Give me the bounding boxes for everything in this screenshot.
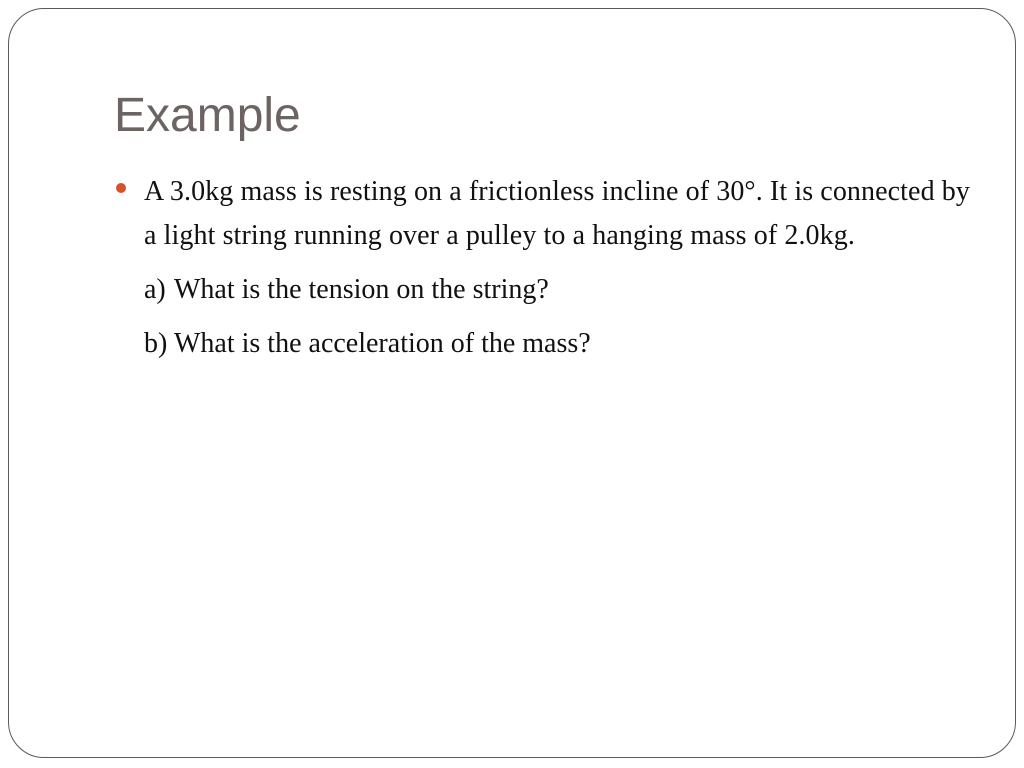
sub-item-b-text: What is the acceleration of the mass? xyxy=(174,328,591,359)
sub-item-a-letter: a) xyxy=(144,274,166,305)
bullet-content xyxy=(144,170,974,366)
sub-item-b xyxy=(144,322,974,366)
sub-item-a xyxy=(144,268,974,312)
slide-title: Example xyxy=(114,89,301,142)
bullet-text: A 3.0kg mass is resting on a frictionless incline of 30°. It is connected by a light string running over a pulley to a hanging mass of 2.0kg. xyxy=(144,176,970,251)
sub-item-b-letter: b) xyxy=(144,328,168,359)
sub-item-a-text: What is the tension on the string? xyxy=(174,274,549,305)
bullet-dot-icon xyxy=(116,183,126,193)
